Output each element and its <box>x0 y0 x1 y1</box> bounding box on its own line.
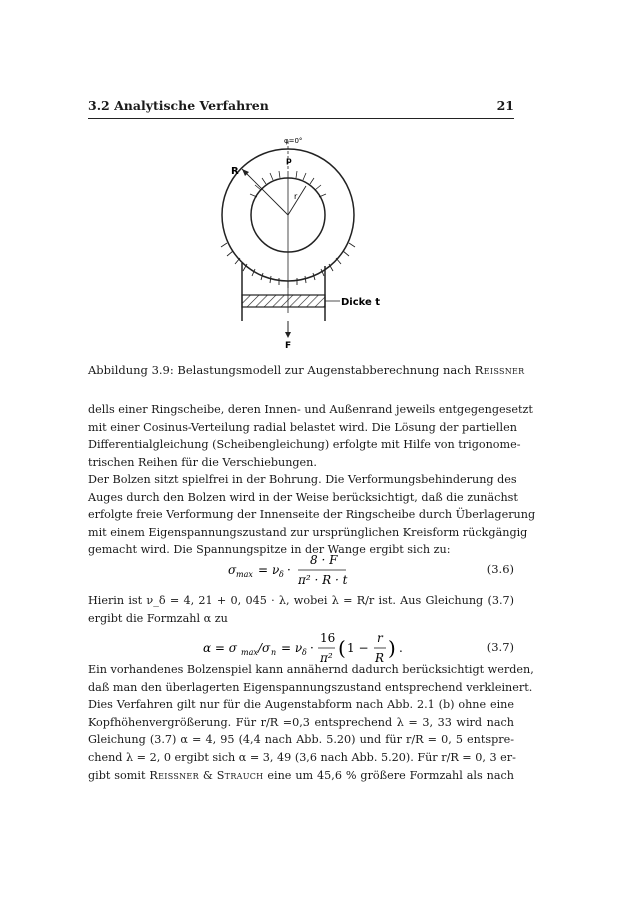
svg-text:/σ: /σ <box>258 641 271 655</box>
label-r: r <box>294 192 298 201</box>
text-line: chend λ = 2, 0 ergibt sich α = 3, 49 (3,6 nach Abb. 5.20). Für r/R = 0, 3 er- <box>88 750 516 764</box>
text-line: Differentialgleichung (Scheibengleichung) erfolgte mit Hilfe von trigonome- <box>88 438 521 452</box>
svg-text:·: · <box>287 563 291 577</box>
svg-text:·: · <box>310 641 314 655</box>
figure-caption: Abbildung 3.9: Belastungsmodell zur Augenstabberechnung nach Reissner <box>88 363 525 377</box>
svg-text:(: ( <box>338 636 346 660</box>
svg-text:=: = <box>258 563 269 577</box>
text-line: erfolgte freie Verformung der Innenseite der Ringscheibe durch Überlagerung <box>88 508 536 522</box>
text-line: Hierin ist ν_δ = 4, 21 + 0, 045 · λ, wobei λ = R/r ist. Aus Gleichung (3.7) <box>88 594 514 607</box>
svg-text:π² · R · t: π² · R · t <box>298 573 348 587</box>
label-F: F <box>285 341 292 351</box>
caption-author: Reissner <box>474 363 525 377</box>
svg-text:δ: δ <box>302 648 307 657</box>
text-line: trischen Reihen für die Verschiebungen. <box>88 455 317 469</box>
page-number: 21 <box>496 98 514 113</box>
text-line: mit einem Eigenspannungszustand zur ursprünglichen Kreisform rückgängig <box>88 525 528 539</box>
section-title: 3.2 Analytische Verfahren <box>88 98 269 113</box>
equation-number: (3.6) <box>486 562 514 576</box>
label-p: p <box>286 156 292 165</box>
equation-body <box>228 550 428 590</box>
svg-text:16: 16 <box>320 631 336 645</box>
text-line: Auges durch den Bolzen wird in der Weise berücksichtigt, daß die zunächst <box>88 490 518 504</box>
paragraph-4 <box>88 661 534 784</box>
text-line: gibt somit Reissner & Strauch eine um 45,6 % größere Formzahl als nach <box>88 768 514 782</box>
svg-text:δ: δ <box>279 570 284 579</box>
text-line: Gleichung (3.7) α = 4, 95 (4,4 nach Abb. 5.20) und für r/R = 0, 5 entspre- <box>88 733 514 747</box>
svg-text:σ: σ <box>228 563 237 577</box>
text-line: Kopfhöhenvergrößerung. Für r/R =0,3 entsprechend λ = 3, 33 wird nach <box>88 715 514 729</box>
text-line: Der Bolzen sitzt spielfrei in der Bohrung. Die Verformungsbehinderung des <box>88 473 517 486</box>
running-header <box>88 98 514 118</box>
svg-text:n: n <box>271 648 277 657</box>
header-rule <box>88 118 514 119</box>
paragraph-3 <box>88 592 514 627</box>
cross-section-hatch <box>242 295 325 307</box>
label-thickness: Dicke t <box>341 297 381 308</box>
equation-number: (3.7) <box>486 640 514 654</box>
svg-text:max: max <box>241 648 258 657</box>
angle-label: φ=0° <box>284 137 303 145</box>
svg-text:8 · F: 8 · F <box>310 553 338 567</box>
radius-R-line <box>242 169 288 215</box>
paragraph-2 <box>88 471 536 559</box>
svg-text:): ) <box>388 636 396 660</box>
author-strauch: Strauch <box>216 768 264 782</box>
svg-text:r: r <box>377 631 383 645</box>
text-line: daß man den überlagerten Eigenspannungszustand entsprechend verkleinert. <box>88 680 533 694</box>
svg-text:ν: ν <box>272 563 280 577</box>
text-line: mit einer Cosinus-Verteilung radial belastet wird. Die Lösung der partiellen <box>88 420 517 434</box>
author-reissner: Reissner <box>149 768 199 782</box>
load-model-figure <box>200 133 440 353</box>
svg-text:R: R <box>375 651 385 665</box>
text-line: gemacht wird. Die Spannungspitze in der Wange ergibt sich zu: <box>88 543 451 557</box>
label-R: R <box>231 166 239 177</box>
svg-text:= ν: = ν <box>281 641 303 655</box>
text-line: Dies Verfahren gilt nur für die Augenstabform nach Abb. 2.1 (b) ohne eine <box>88 698 514 712</box>
svg-text:max: max <box>236 570 253 579</box>
text-line: dells einer Ringscheibe, deren Innen- und Außenrand jeweils entgegengesetzt <box>88 403 533 416</box>
text-line: ergibt die Formzahl α zu <box>88 611 228 625</box>
equation-3-6 <box>88 550 514 590</box>
svg-text:1 −: 1 − <box>347 641 369 655</box>
text-line: Ein vorhandenes Bolzenspiel kann annähernd dadurch berücksichtigt werden, <box>88 663 534 676</box>
paragraph-1 <box>88 401 533 471</box>
svg-text:π²: π² <box>320 651 333 665</box>
svg-text:.: . <box>399 641 403 655</box>
svg-text:α = σ: α = σ <box>203 641 237 655</box>
